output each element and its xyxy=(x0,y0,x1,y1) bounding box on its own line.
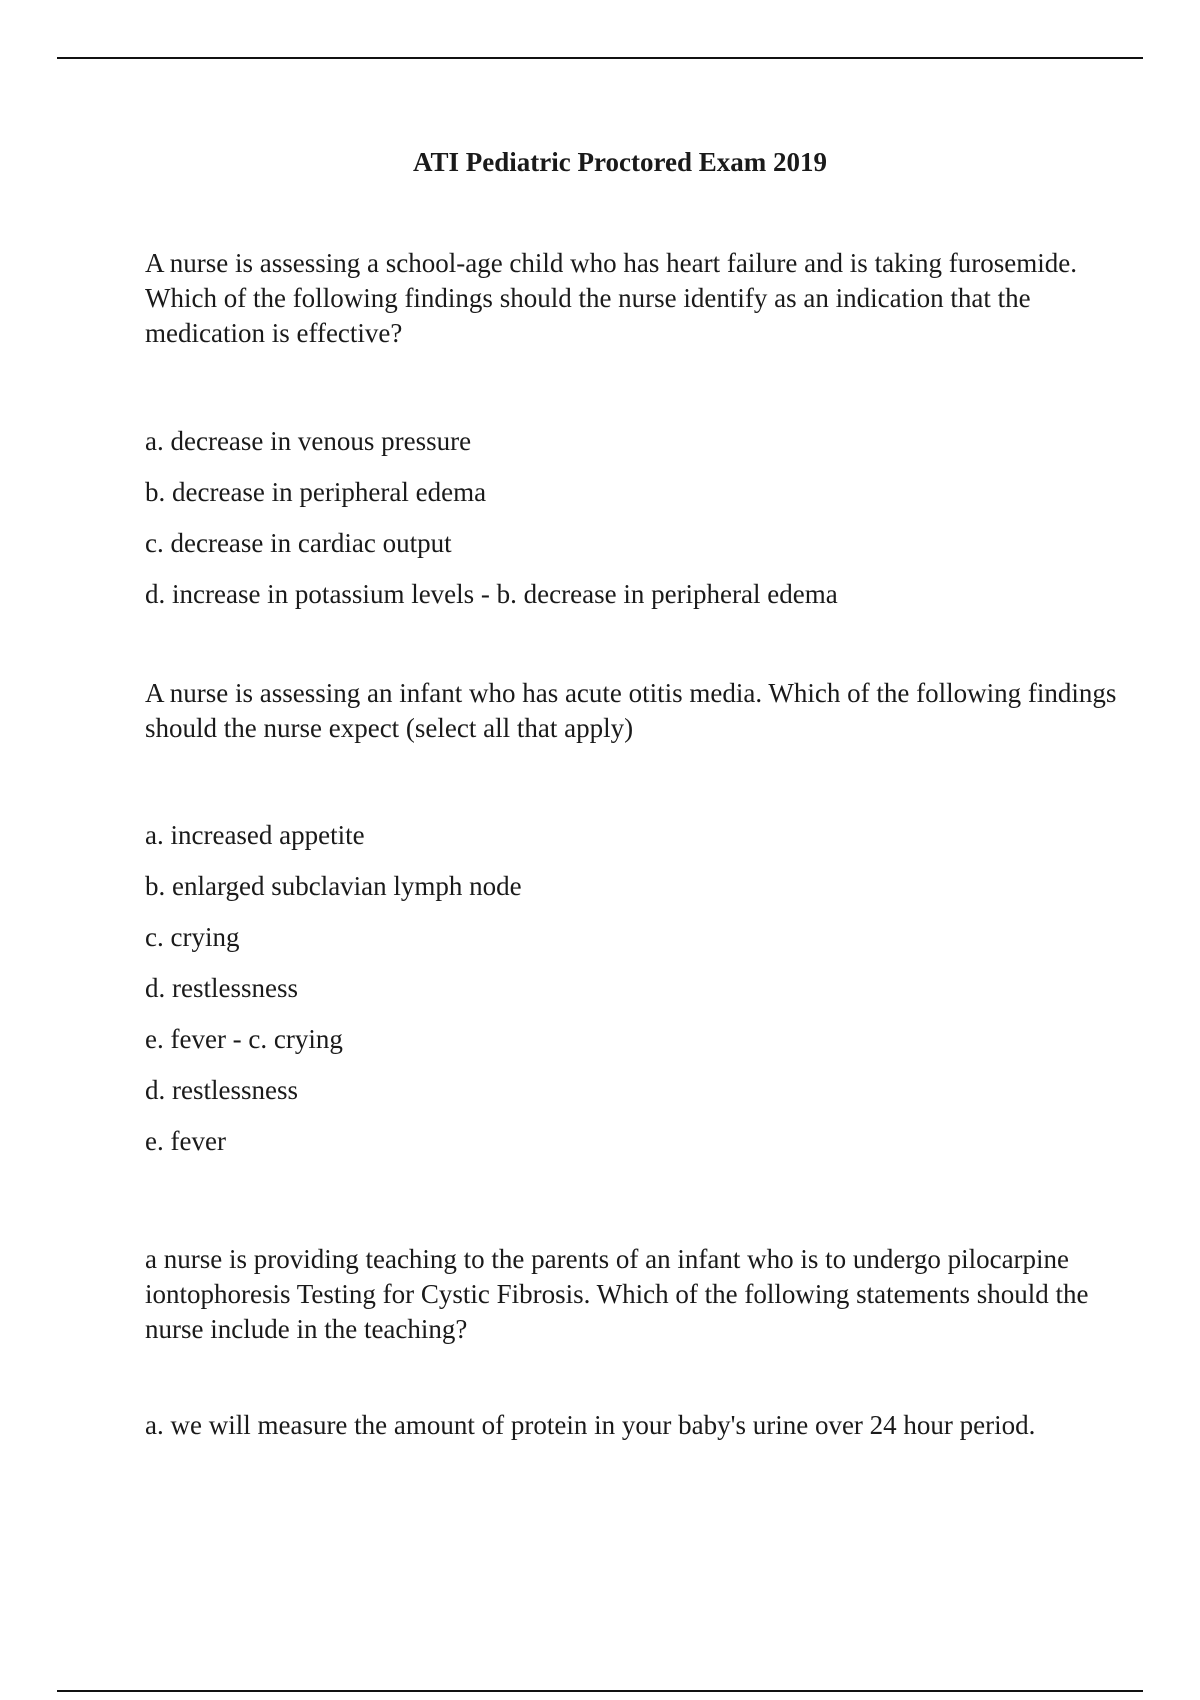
option-item: d. restlessness xyxy=(145,973,298,1003)
question-3-prompt: a nurse is providing teaching to the parents of an infant who is to undergo pilocarpine iontophoresis Testing for Cystic Fibrosis. Which of the following statements should the nurse include in the teaching? xyxy=(145,1244,1089,1344)
option-item: a. increased appetite xyxy=(145,820,365,850)
question-2-prompt: A nurse is assessing an infant who has acute otitis media. Which of the following findings should the nurse expect (select all that apply) xyxy=(145,678,1117,743)
option-item: e. fever xyxy=(145,1126,226,1156)
question-3-options xyxy=(145,1400,1035,1451)
question-2-options xyxy=(145,810,522,1167)
option-item: c. crying xyxy=(145,922,240,952)
option-item: c. decrease in cardiac output xyxy=(145,528,452,558)
bottom-rule xyxy=(57,1690,1143,1692)
document-title: ATI Pediatric Proctored Exam 2019 xyxy=(413,147,827,177)
option-item: d. restlessness xyxy=(145,1075,298,1105)
question-1-options xyxy=(145,416,838,620)
question-1-prompt: A nurse is assessing a school-age child who has heart failure and is taking furosemide. Which of the following findings should the nurse identify as an indication that the medication is effective? xyxy=(145,248,1078,348)
option-item: a. decrease in venous pressure xyxy=(145,426,472,456)
option-item: b. enlarged subclavian lymph node xyxy=(145,871,522,901)
option-item: e. fever - c. crying xyxy=(145,1024,343,1054)
option-item: a. we will measure the amount of protein in your baby's urine over 24 hour period. xyxy=(145,1410,1036,1440)
option-item: b. decrease in peripheral edema xyxy=(145,477,487,507)
top-rule xyxy=(57,57,1143,59)
option-item: d. increase in potassium levels - b. decrease in peripheral edema xyxy=(145,579,838,609)
